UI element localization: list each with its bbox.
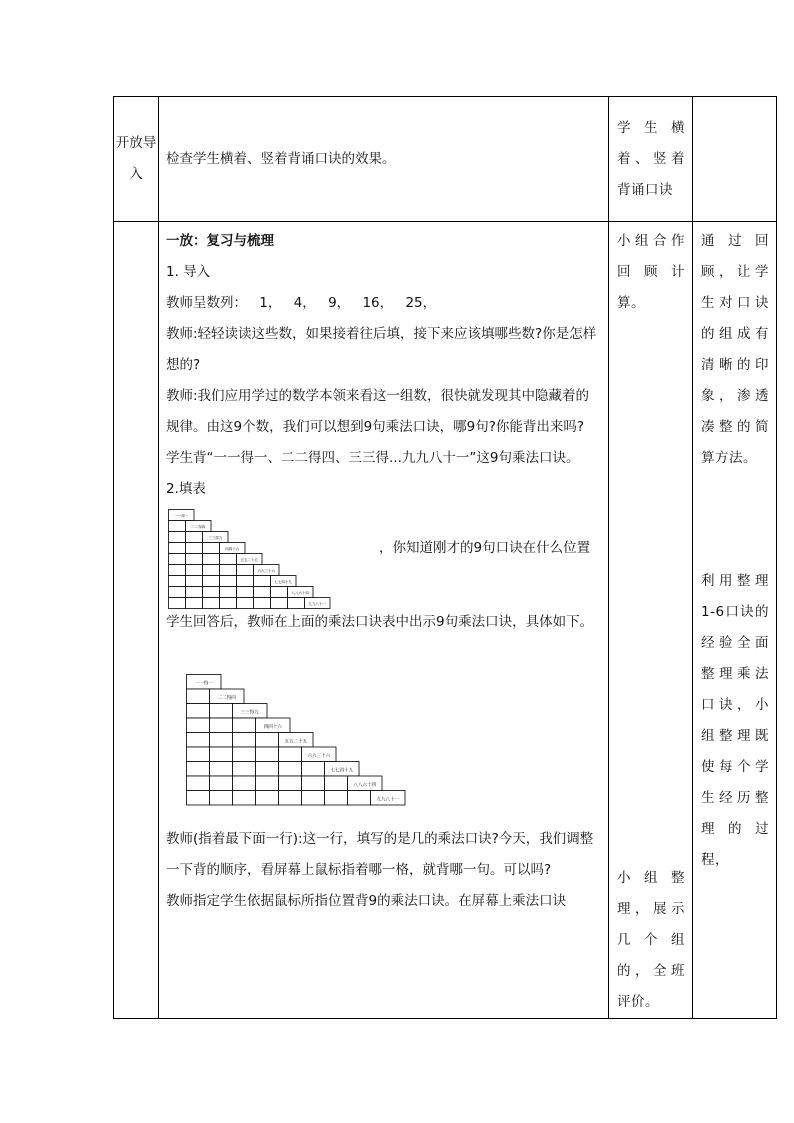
content-text: 检查学生横着、竖着背诵口诀的效果。 (166, 150, 396, 167)
grid-cell-label: 八八六十四 (291, 590, 309, 595)
grid-cell (254, 576, 271, 587)
grid-cell (237, 565, 254, 576)
grid-cell-label: 五五二十五 (284, 739, 307, 745)
grid-cell (210, 733, 233, 748)
grid-cell (210, 776, 233, 791)
grid-cell (256, 747, 279, 762)
number-item: 16， (362, 295, 394, 311)
grid-cell (254, 587, 271, 598)
student-activity-b: 小组整理，展示几个组的，全班评价。 (617, 870, 685, 1010)
section-heading: 一放：复习与梳理 (166, 233, 274, 249)
stage-cell: 开放导入 (114, 97, 159, 222)
grid-cell (233, 762, 256, 777)
grid-cell (348, 791, 371, 806)
grid-cell (203, 565, 220, 576)
grid-cell-label: 三三得九 (208, 535, 223, 540)
grid-cell (210, 747, 233, 762)
grid-cell (169, 543, 186, 554)
grid-cell (187, 733, 210, 748)
grid-cell (220, 565, 237, 576)
student-activity-cell: 学生横着、竖着背诵口诀 (609, 97, 693, 222)
grid-cell (271, 587, 288, 598)
grid-cell (169, 565, 186, 576)
number-item: 25， (405, 295, 437, 311)
table-row (114, 97, 777, 222)
grid-cell (237, 587, 254, 598)
paragraph: 学生回答后，教师在上面的乘法口诀表中出示9句乘法口诀，具体如下。 (166, 614, 594, 630)
grid-cell (169, 576, 186, 587)
grid-cell-label: 七七四十九 (330, 768, 353, 774)
grid-cell (256, 776, 279, 791)
grid-cell (302, 776, 325, 791)
grid-cell-label: 九九八十一 (308, 601, 326, 606)
grid-cell (279, 776, 302, 791)
number-item: 1， (259, 295, 282, 311)
grid-cell (186, 576, 203, 587)
grid-cell (203, 543, 220, 554)
design-intent-a: 通过回顾，让学生对口诀的组成有清晰的印象，渗透凑整的简算方法。 (701, 233, 769, 466)
grid-cell-label: 二二得四 (217, 695, 236, 701)
grid-cell (279, 747, 302, 762)
grid-cell (256, 733, 279, 748)
grid-cell (220, 554, 237, 565)
grid-cell-label: 六六三十六 (257, 568, 275, 573)
grid-cell (187, 718, 210, 733)
grid-cell (233, 791, 256, 806)
grid-cell (169, 554, 186, 565)
multiplication-grid-figure (186, 674, 416, 808)
multiplication-grid-figure (168, 509, 368, 609)
grid-cell (237, 576, 254, 587)
spacer (701, 474, 769, 566)
question-text: ，你知道刚才的9句口诀在什么位置 (377, 533, 590, 564)
grid-cell-label: 五五二十五 (240, 557, 258, 562)
grid-cell (210, 791, 233, 806)
grid-cell (210, 762, 233, 777)
grid-cell (220, 576, 237, 587)
grid-cell (187, 776, 210, 791)
lesson-plan-table (113, 96, 777, 1019)
grid-cell-label: 一一得一 (194, 681, 213, 687)
grid-cell (325, 776, 348, 791)
multiplication-table-large (166, 674, 602, 814)
number-item: 9， (328, 295, 351, 311)
grid-cell (203, 554, 220, 565)
grid-cell (279, 762, 302, 777)
grid-cell (169, 587, 186, 598)
grid-cell (186, 565, 203, 576)
grid-cell (233, 747, 256, 762)
subheading-intro: 1. 导入 (166, 264, 211, 280)
grid-cell-label: 九九八十一 (376, 797, 399, 803)
number-sequence (166, 288, 602, 319)
number-item: 4， (293, 295, 316, 311)
multiplication-table-small (166, 507, 602, 613)
student-activity-a: 小组合作回顾计算。 (617, 233, 685, 311)
stage-cell (114, 222, 159, 1019)
grid-cell (233, 733, 256, 748)
grid-cell (187, 791, 210, 806)
grid-cell (325, 791, 348, 806)
design-intent-cell (693, 97, 777, 222)
grid-cell (256, 791, 279, 806)
spacer (617, 319, 685, 863)
grid-cell (256, 762, 279, 777)
paragraph: 学生背“一一得一、二二得四、三三得...九九八十一”这9句乘法口诀。 (166, 450, 580, 466)
grid-cell (302, 791, 325, 806)
grid-cell (186, 587, 203, 598)
grid-cell-label: 六六三十六 (307, 753, 330, 759)
paragraph: 教师(指着最下面一行):这一行，填写的是几的乘法口诀?今天，我们调整一下背的顺序，看屏幕上鼠标指着哪一格，就背哪一句。可以吗? (166, 831, 594, 878)
grid-cell (220, 587, 237, 598)
grid-cell-label: 四四十六 (263, 724, 282, 730)
grid-cell (233, 776, 256, 791)
grid-cell-label: 七七四十九 (274, 579, 292, 584)
grid-cell (186, 543, 203, 554)
grid-cell (210, 718, 233, 733)
grid-cell (187, 704, 210, 719)
grid-cell-label: 四四十六 (225, 546, 240, 551)
grid-cell (186, 554, 203, 565)
grid-cell-label: 一一得一 (174, 513, 189, 518)
paragraph: 教师:轻轻读读这些数，如果接着往后填，接下来应该填哪些数?你是怎样想的? (166, 326, 597, 373)
grid-cell-label: 三三得九 (240, 710, 259, 716)
paragraph: 教师指定学生依据鼠标所指位置背9的乘法口诀。在屏幕上乘法口诀 (166, 893, 567, 909)
grid-cell (169, 532, 186, 543)
grid-cell (187, 747, 210, 762)
content-cell (159, 97, 609, 222)
grid-cell (203, 576, 220, 587)
grid-cell (186, 532, 203, 543)
grid-cell (187, 762, 210, 777)
grid-cell (279, 791, 302, 806)
student-activity-cell (609, 222, 693, 1019)
content-cell (159, 222, 609, 1019)
grid-cell-label: 八八六十四 (353, 782, 376, 788)
paragraph: 教师:我们应用学过的数学本领来看这一组数，很快就发现其中隐藏着的规律。由这9个数，我们可以想到9句乘法口诀，哪9句?你能背出来吗? (166, 388, 590, 435)
design-intent-cell (693, 222, 777, 1019)
grid-cell (210, 704, 233, 719)
number-sequence-label: 教师呈数列： (166, 295, 247, 311)
subheading-fill-table: 2.填表 (166, 481, 206, 497)
grid-cell (203, 587, 220, 598)
grid-cell (187, 689, 210, 704)
design-intent-b: 利用整理 1-6口诀的经验全面整理乘法口诀，小组整理既使每个学生经历整理的过程， (701, 573, 769, 868)
table-row (114, 222, 777, 1019)
grid-cell (302, 762, 325, 777)
grid-cell (169, 521, 186, 532)
grid-cell-label: 二二得四 (191, 524, 206, 529)
grid-cell (233, 718, 256, 733)
